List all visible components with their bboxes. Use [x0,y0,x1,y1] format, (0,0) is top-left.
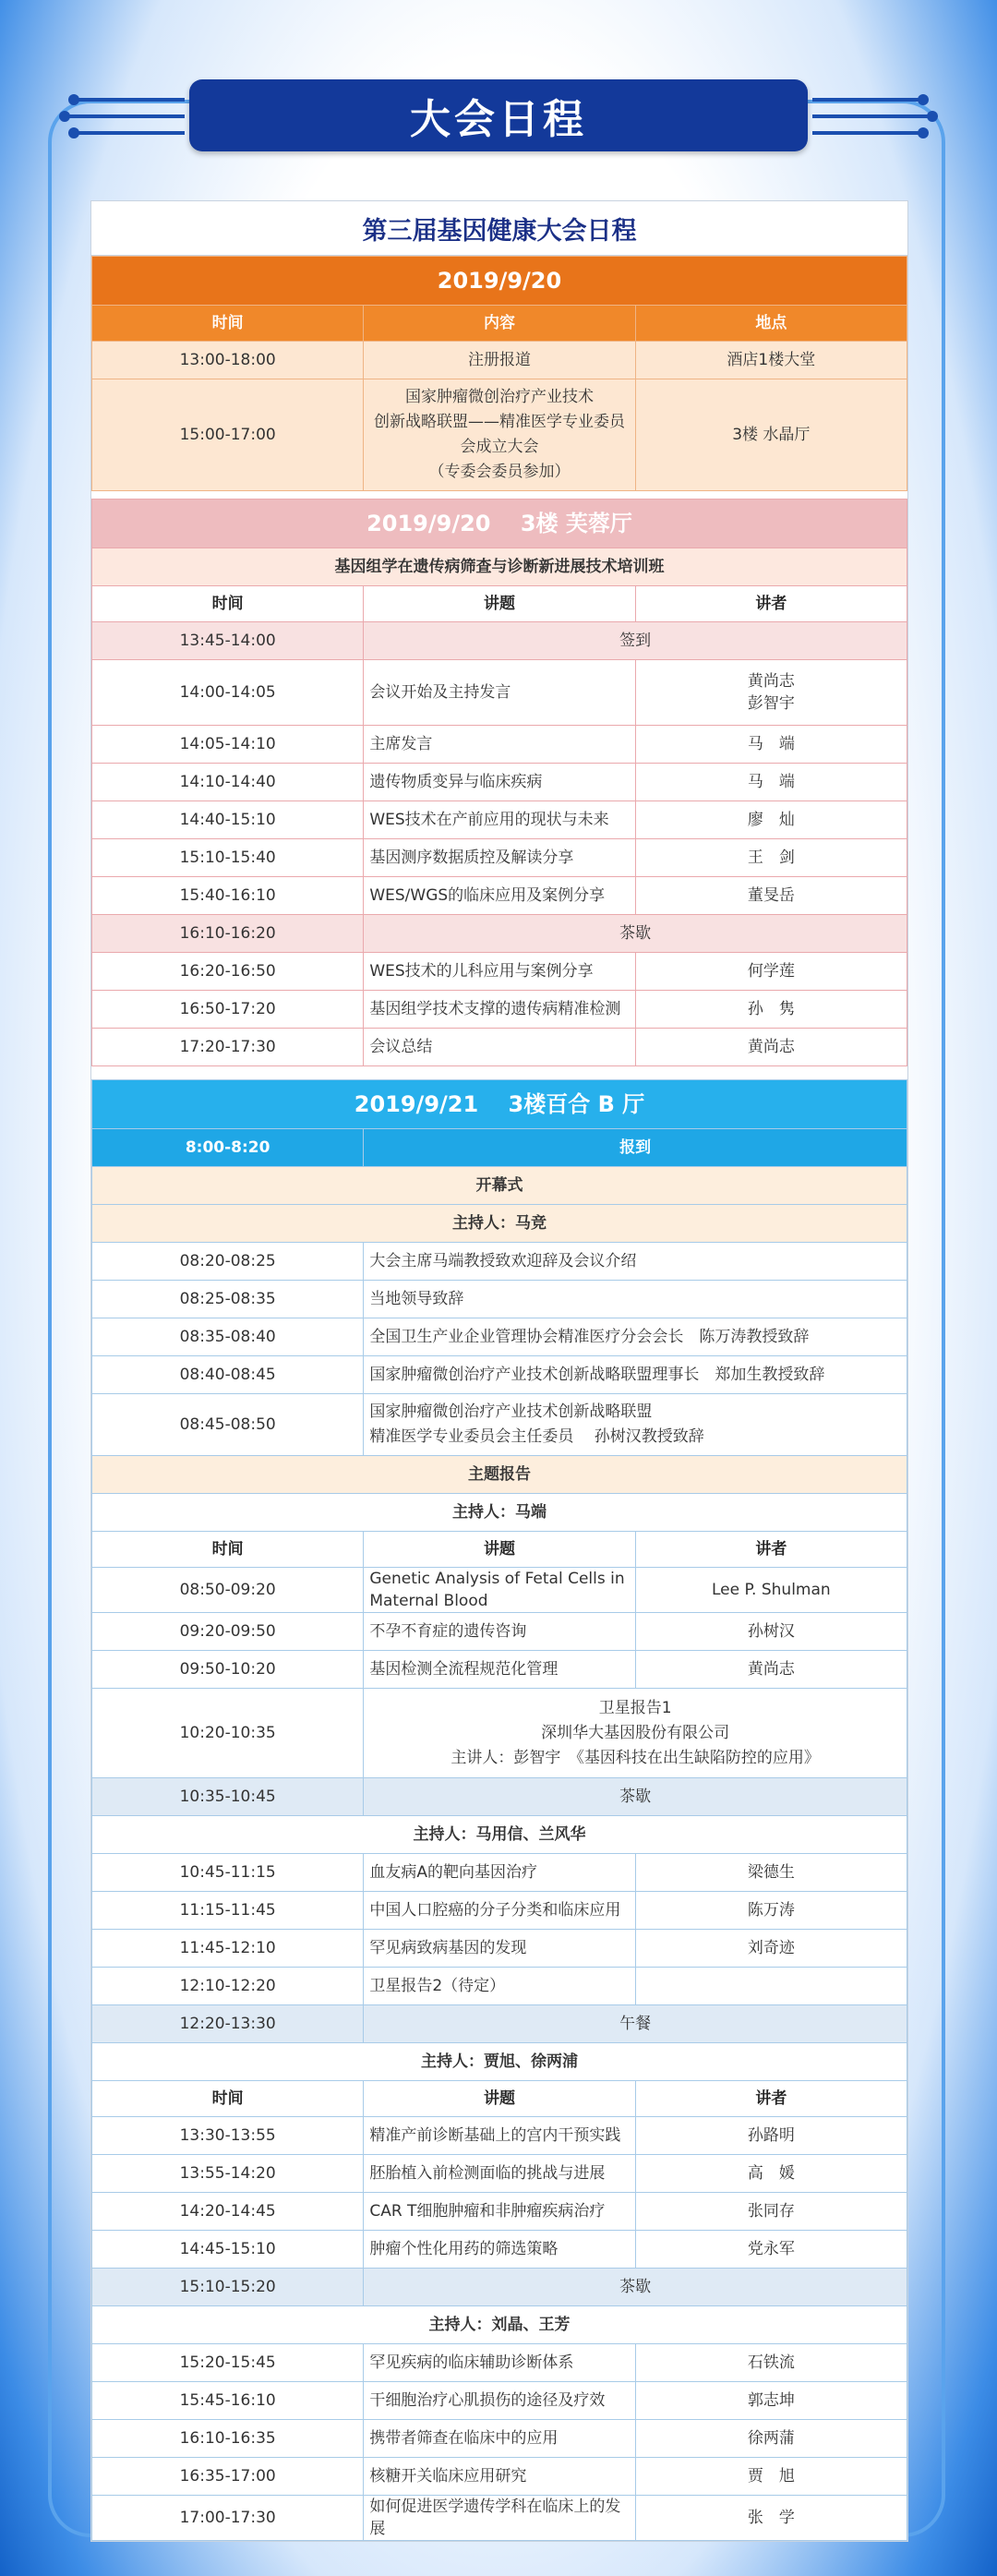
header-row [92,2081,907,2117]
cell-time: 15:20-15:45 [92,2344,364,2382]
cell-topic: Genetic Analysis of Fetal Cells in Maternal Blood [364,1568,635,1613]
cell-time: 13:30-13:55 [92,2117,364,2155]
cell-content: 注册报道 [364,342,635,379]
day1-date: 2019/9/20 [92,257,907,306]
cell-time: 13:55-14:20 [92,2155,364,2193]
speaker-line: 彭智宇 [747,694,795,713]
cell-topic: 基因检测全流程规范化管理 [364,1651,635,1689]
day1b-date: 2019/9/20 3楼 芙蓉厅 [92,500,907,548]
cell-time: 12:10-12:20 [92,1968,364,2005]
table-row [92,991,907,1029]
cell-time: 8:00-8:20 [92,1129,364,1167]
table-row [92,839,907,877]
header-speaker: 讲者 [635,586,907,622]
cell-topic: 报到 [364,1129,907,1167]
table-row [92,953,907,991]
day1-table [91,256,907,491]
cell-topic: WES/WGS的临床应用及案例分享 [364,877,635,915]
cell-speaker: Lee P. Shulman [635,1568,907,1613]
header-time: 时间 [92,1532,364,1568]
table-row [92,2382,907,2420]
subtitle-row [92,548,907,586]
date-row [92,1080,907,1129]
cell-time: 08:35-08:40 [92,1318,364,1356]
cell-speaker: 董旻岳 [635,877,907,915]
schedule-card [90,200,908,2542]
cell-time: 16:50-17:20 [92,991,364,1029]
cell-topic: CAR T细胞肿瘤和非肿瘤疾病治疗 [364,2193,635,2231]
host-row [92,1494,907,1532]
circuit-decoration-right-icon [803,83,942,150]
cell-topic: 精准产前诊断基础上的宫内干预实践 [364,2117,635,2155]
cell-topic: 签到 [364,622,907,660]
cell-topic: 胚胎植入前检测面临的挑战与进展 [364,2155,635,2193]
cell-topic: 国家肿瘤微创治疗产业技术创新战略联盟理事长 郑加生教授致辞 [364,1356,907,1394]
cell-speaker: 贾 旭 [635,2458,907,2496]
cell-topic: 当地领导致辞 [364,1281,907,1318]
table-row [92,2344,907,2382]
cell-topic: 午餐 [364,2005,907,2043]
header-row [92,306,907,342]
host-label: 主持人：马竞 [92,1205,907,1243]
topic-line: 国家肿瘤微创治疗产业技术创新战略联盟 [369,1402,653,1421]
table-row [92,1930,907,1968]
cell-time: 16:10-16:20 [92,915,364,953]
cell-time: 10:45-11:15 [92,1854,364,1892]
cell-topic: 血友病A的靶向基因治疗 [364,1854,635,1892]
host-row [92,2043,907,2081]
header-time: 时间 [92,306,364,342]
header-place: 地点 [635,306,907,342]
topic-line: 深圳华大基因股份有限公司 [541,1723,730,1742]
cell-content [364,379,635,491]
cell-topic: WES技术在产前应用的现状与未来 [364,801,635,839]
host-label: 主持人：贾旭、徐两浦 [92,2043,907,2081]
topic-line: 主讲人：彭智宇 《基因科技在出生缺陷防控的应用》 [450,1748,820,1767]
banner-title: 大会日程 [410,96,587,143]
table-row [92,1129,907,1167]
cell-speaker: 张 学 [635,2496,907,2541]
cell-time: 09:50-10:20 [92,1651,364,1689]
cell-topic: 茶歇 [364,2269,907,2306]
table-row [92,2420,907,2458]
table-row [92,1243,907,1281]
table-row [92,915,907,953]
section-keynote: 主题报告 [92,1456,907,1494]
cell-time: 08:45-08:50 [92,1394,364,1456]
cell-speaker: 何学莲 [635,953,907,991]
table-row [92,2193,907,2231]
header-speaker: 讲者 [635,1532,907,1568]
cell-time: 17:20-17:30 [92,1029,364,1066]
host-label: 主持人：刘晶、王芳 [92,2306,907,2344]
cell-topic: WES技术的儿科应用与案例分享 [364,953,635,991]
cell-speaker: 孙路明 [635,2117,907,2155]
host-row [92,1816,907,1854]
cell-time: 16:35-17:00 [92,2458,364,2496]
cell-topic: 主席发言 [364,726,635,764]
topic-line: 卫星报告1 [598,1698,672,1717]
cell-topic: 会议总结 [364,1029,635,1066]
cell-time: 13:45-14:00 [92,622,364,660]
cell-time: 14:00-14:05 [92,660,364,726]
cell-time: 16:10-16:35 [92,2420,364,2458]
section-row [92,1456,907,1494]
cell-time: 09:20-09:50 [92,1613,364,1651]
cell-topic: 大会主席马端教授致欢迎辞及会议介绍 [364,1243,907,1281]
cell-topic: 罕见病致病基因的发现 [364,1930,635,1968]
table-row [92,726,907,764]
cell-topic [364,1394,907,1456]
host-label: 主持人：马用信、兰风华 [92,1816,907,1854]
cell-place: 3楼 水晶厅 [635,379,907,491]
table-row [92,1318,907,1356]
cell-place: 酒店1楼大堂 [635,342,907,379]
cell-topic: 中国人口腔癌的分子分类和临床应用 [364,1892,635,1930]
cell-speaker: 王 剑 [635,839,907,877]
date-row [92,257,907,306]
cell-speaker: 徐两蒲 [635,2420,907,2458]
cell-speaker: 马 端 [635,764,907,801]
cell-topic: 茶歇 [364,915,907,953]
cell-time: 15:10-15:20 [92,2269,364,2306]
cell-speaker: 党永军 [635,2231,907,2269]
cell-topic: 携带者筛查在临床中的应用 [364,2420,635,2458]
table-row [92,2269,907,2306]
date-row [92,500,907,548]
cell-time: 14:05-14:10 [92,726,364,764]
cell-time: 08:20-08:25 [92,1243,364,1281]
cell-speaker: 张同存 [635,2193,907,2231]
content-line: 国家肿瘤微创治疗产业技术 [404,388,594,406]
table-row [92,764,907,801]
cell-topic [364,1689,907,1778]
table-row [92,1778,907,1816]
cell-speaker [635,1968,907,2005]
cell-time: 13:00-18:00 [92,342,364,379]
cell-time: 14:45-15:10 [92,2231,364,2269]
header-row [92,586,907,622]
topic-line: 精准医学专业委员会主任委员 孙树汉教授致辞 [369,1427,704,1446]
cell-speaker: 郭志坤 [635,2382,907,2420]
cell-time: 11:45-12:10 [92,1930,364,1968]
table-row [92,660,907,726]
banner [189,79,808,151]
cell-speaker [635,660,907,726]
host-row [92,1205,907,1243]
header-topic: 讲题 [364,586,635,622]
cell-time: 16:20-16:50 [92,953,364,991]
header-speaker: 讲者 [635,2081,907,2117]
table-row [92,2005,907,2043]
table-row [92,801,907,839]
day2-table [91,1079,907,2541]
cell-speaker: 黄尚志 [635,1651,907,1689]
cell-time: 14:10-14:40 [92,764,364,801]
cell-topic: 遗传物质变异与临床疾病 [364,764,635,801]
section-row [92,1167,907,1205]
table-row [92,1356,907,1394]
table-row [92,1029,907,1066]
cell-speaker: 陈万涛 [635,1892,907,1930]
header-topic: 讲题 [364,1532,635,1568]
cell-speaker: 石铁流 [635,2344,907,2382]
day1b-table [91,499,907,1066]
header-content: 内容 [364,306,635,342]
table-row [92,2155,907,2193]
table-row [92,2458,907,2496]
section-opening: 开幕式 [92,1167,907,1205]
host-label: 主持人：马端 [92,1494,907,1532]
cell-time: 17:00-17:30 [92,2496,364,2541]
cell-speaker: 高 媛 [635,2155,907,2193]
cell-speaker: 廖 灿 [635,801,907,839]
content-line: 创新战略联盟——精准医学专业委员会成立大会 [373,413,625,456]
table-row [92,1613,907,1651]
cell-topic: 基因组学技术支撑的遗传病精准检测 [364,991,635,1029]
cell-time: 08:50-09:20 [92,1568,364,1613]
table-row [92,1854,907,1892]
header-time: 时间 [92,586,364,622]
cell-speaker: 马 端 [635,726,907,764]
cell-topic: 全国卫生产业企业管理协会精准医疗分会会长 陈万涛教授致辞 [364,1318,907,1356]
cell-time: 15:45-16:10 [92,2382,364,2420]
table-row [92,1281,907,1318]
circuit-decoration-left-icon [55,83,194,150]
cell-time: 14:20-14:45 [92,2193,364,2231]
cell-speaker: 孙树汉 [635,1613,907,1651]
table-row [92,1892,907,1930]
table-row [92,622,907,660]
cell-time: 10:20-10:35 [92,1689,364,1778]
table-row [92,877,907,915]
cell-topic: 干细胞治疗心肌损伤的途径及疗效 [364,2382,635,2420]
content-line: （专委会委员参加） [428,463,571,481]
table-row [92,342,907,379]
day2-date: 2019/9/21 3楼百合 B 厅 [92,1080,907,1129]
cell-topic: 卫星报告2（待定） [364,1968,635,2005]
cell-topic: 茶歇 [364,1778,907,1816]
cell-time: 08:25-08:35 [92,1281,364,1318]
table-row [92,2117,907,2155]
cell-topic: 会议开始及主持发言 [364,660,635,726]
cell-speaker: 黄尚志 [635,1029,907,1066]
header-row [92,1532,907,1568]
table-row [92,1968,907,2005]
cell-speaker: 刘奇迹 [635,1930,907,1968]
table-row [92,1651,907,1689]
cell-time: 12:20-13:30 [92,2005,364,2043]
cell-time: 10:35-10:45 [92,1778,364,1816]
host-row [92,2306,907,2344]
table-row [92,1568,907,1613]
schedule-title: 第三届基因健康大会日程 [91,201,907,256]
cell-time: 15:10-15:40 [92,839,364,877]
cell-time: 08:40-08:45 [92,1356,364,1394]
cell-speaker: 孙 隽 [635,991,907,1029]
cell-time: 15:40-16:10 [92,877,364,915]
header-topic: 讲题 [364,2081,635,2117]
cell-topic: 核糖开关临床应用研究 [364,2458,635,2496]
cell-topic: 肿瘤个性化用药的筛选策略 [364,2231,635,2269]
table-row [92,2496,907,2541]
speaker-line: 黄尚志 [747,672,795,691]
cell-topic: 基因测序数据质控及解读分享 [364,839,635,877]
cell-time: 15:00-17:00 [92,379,364,491]
table-row [92,1689,907,1778]
cell-time: 11:15-11:45 [92,1892,364,1930]
day1b-subtitle: 基因组学在遗传病筛查与诊断新进展技术培训班 [92,548,907,586]
table-row [92,1394,907,1456]
header-time: 时间 [92,2081,364,2117]
table-row [92,379,907,491]
cell-time: 14:40-15:10 [92,801,364,839]
cell-topic: 如何促进医学遗传学科在临床上的发展 [364,2496,635,2541]
table-row [92,2231,907,2269]
cell-topic: 不孕不育症的遗传咨询 [364,1613,635,1651]
cell-topic: 罕见疾病的临床辅助诊断体系 [364,2344,635,2382]
cell-speaker: 梁德生 [635,1854,907,1892]
